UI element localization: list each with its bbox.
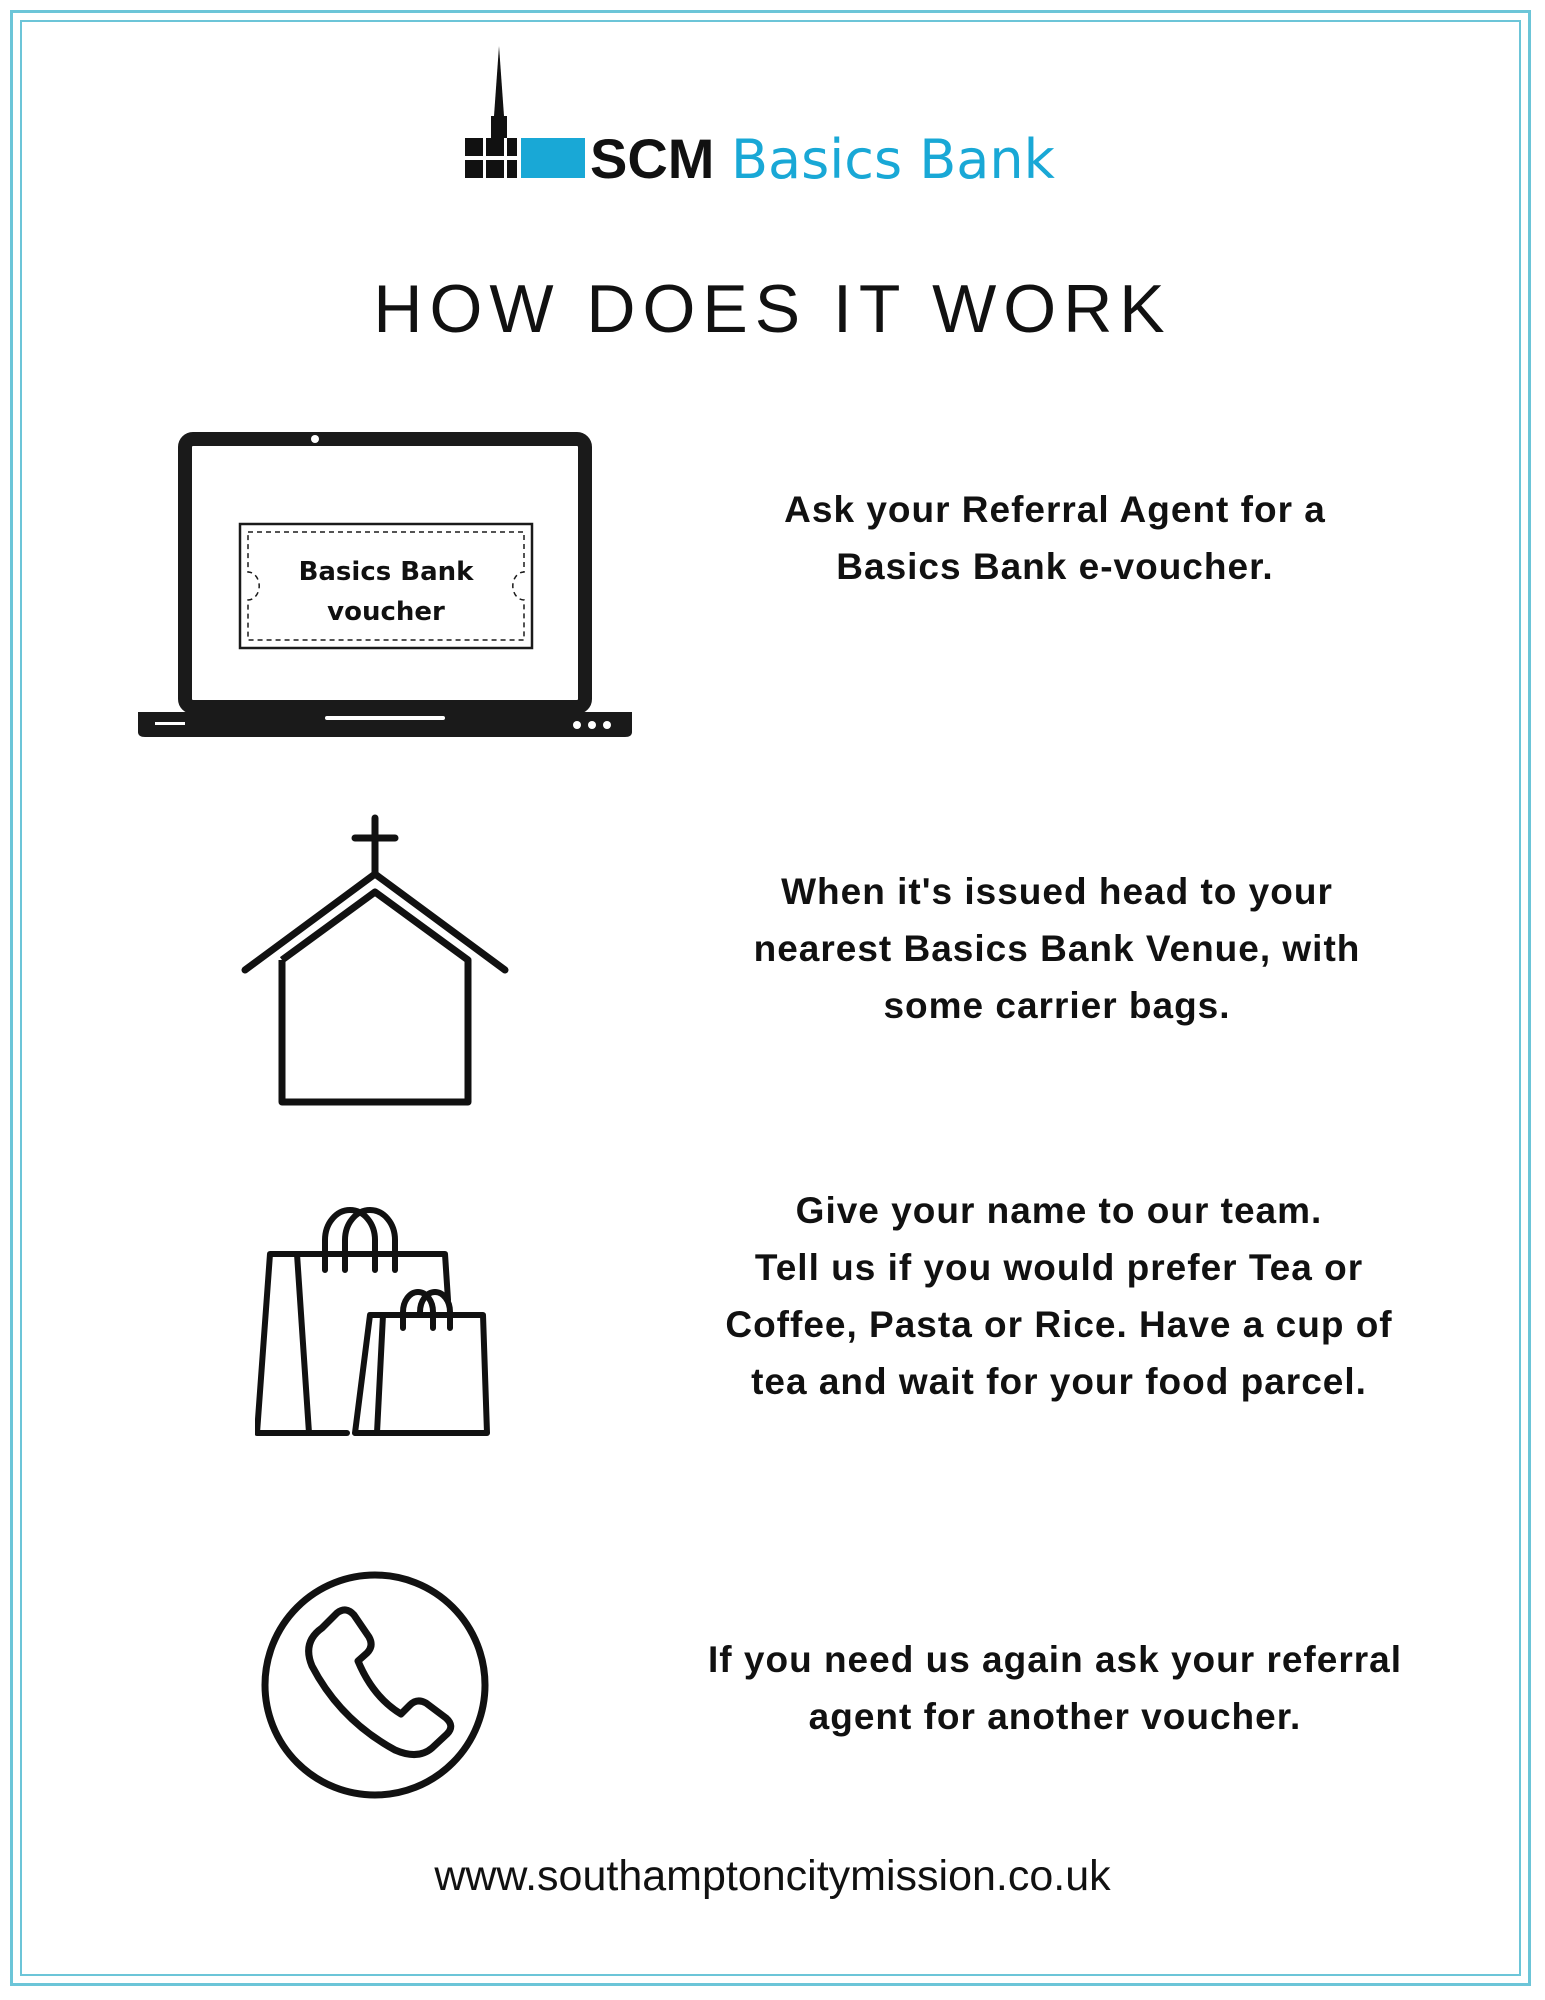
footer-url: www.southamptoncitymission.co.uk [434, 1852, 1111, 1900]
step-1-text [685, 481, 1425, 595]
church-icon [240, 810, 510, 1110]
step-3-line-3: Coffee, Pasta or Rice. Have a cup of [725, 1304, 1393, 1345]
step-1-line-2: Basics Bank e-voucher. [836, 546, 1274, 587]
logo-brand-light: Basics Bank [731, 128, 1055, 191]
step-1-line-1: Ask your Referral Agent for a [784, 489, 1326, 530]
step-4-line-2: agent for another voucher. [808, 1696, 1302, 1737]
step-4-text [685, 1631, 1425, 1745]
step-3-line-2: Tell us if you would prefer Tea or [754, 1247, 1364, 1288]
voucher-label-line2: voucher [327, 597, 445, 627]
step-2-line-1: When it's issued head to your [781, 871, 1333, 912]
step-4-line-1: If you need us again ask your referral [708, 1639, 1402, 1680]
step-3-text [689, 1182, 1429, 1410]
voucher-label-line1: Basics Bank [298, 557, 474, 587]
step-3-line-1: Give your name to our team. [795, 1190, 1323, 1231]
step-2-line-2: nearest Basics Bank Venue, with [753, 928, 1361, 969]
step-3-line-4: tea and wait for your food parcel. [751, 1361, 1367, 1402]
phone-icon [260, 1570, 490, 1800]
scm-basics-bank-logo [463, 46, 1083, 192]
page-title: HOW DOES IT WORK [373, 271, 1172, 347]
step-2-line-3: some carrier bags. [883, 985, 1231, 1026]
logo-brand-bold: SCM [590, 127, 715, 190]
laptop-voucher-icon [135, 432, 635, 742]
spire-icon [494, 46, 504, 116]
step-2-text [687, 863, 1427, 1034]
shopping-bags-icon [255, 1200, 495, 1438]
